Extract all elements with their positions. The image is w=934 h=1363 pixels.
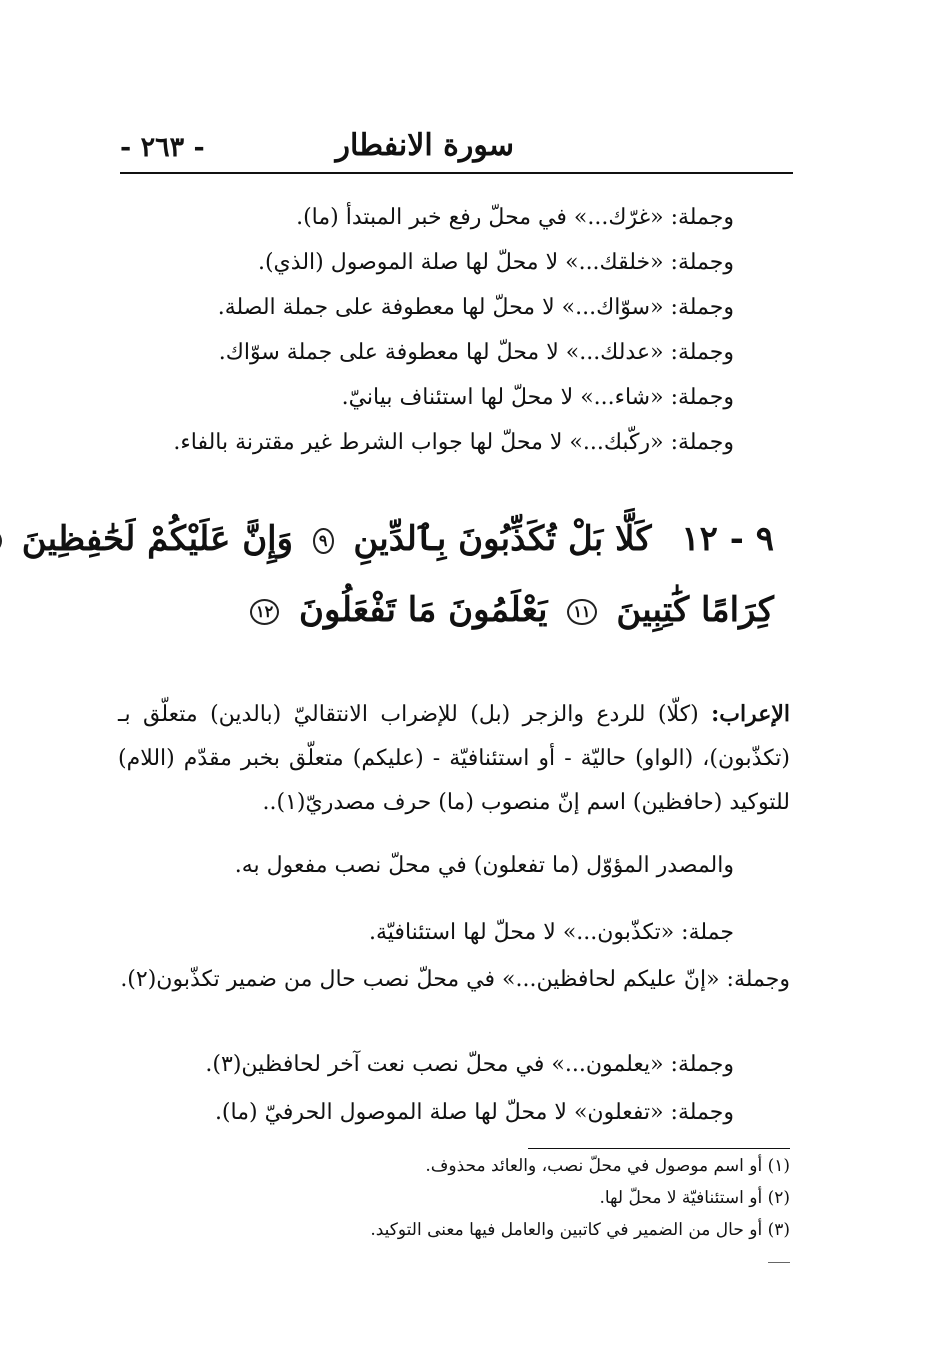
verse-number-marker [0,528,2,554]
footnote-1: (١) أو اسم موصول في محلّ نصب، والعائد محذوف. [425,1156,790,1176]
verse-text: يَعْلَمُونَ مَا تَفْعَلُونَ [299,590,548,630]
verse-text: وَإِنَّ عَلَيْكُمْ لَحَٰفِظِينَ [21,519,294,559]
surah-title: سورة الانفطار [335,128,514,163]
irab-sentence-3: وجملة: «يعلمون...» في محلّ نصب نعت آخر لحافظين(٣). [205,1052,734,1077]
footnote-3: (٣) أو حال من الضمير في كاتبين والعامل فيها معنى التوكيد. [370,1220,790,1240]
verse-text: كِرَامًا كَٰتِبِينَ [616,590,774,630]
irab-paragraph [118,692,790,825]
masdar-line: والمصدر المؤوّل (ما تفعلون) في محلّ نصب مفعول به. [234,853,734,878]
verse-number-marker: ١٢ [250,599,279,625]
page-number: - ٢٦٣ - [120,132,205,163]
irab-sentence-1: جملة: «تكذّبون...» لا محلّ لها استئنافيّة. [369,920,734,945]
irab-heading: الإعراب: [711,701,790,727]
sentence-line-5: وجملة: «شاء...» لا محلّ لها استئناف بيانيّ. [341,385,734,410]
page-end-mark [768,1262,790,1263]
sentence-line-3: وجملة: «سوّاك...» لا محلّ لها معطوفة على جملة الصلة. [217,295,734,320]
irab-sentence-4: وجملة: «تفعلون» لا محلّ لها صلة الموصول الحرفيّ (ما). [214,1100,734,1125]
verse-number-marker: ٩ [313,528,334,554]
footnote-divider [528,1148,790,1149]
verse-number-marker: ١١ [567,599,596,625]
sentence-line-4: وجملة: «عدلك...» لا محلّ لها معطوفة على جملة سوّاك. [218,340,734,365]
sentence-line-1: وجملة: «غرّك...» في محلّ رفع خبر المبتدأ (ما). [296,205,734,230]
verse-line-1 [0,518,774,559]
verse-range-label: ٩ - ١٢ [681,519,774,559]
sentence-line-2: وجملة: «خلقك...» لا محلّ لها صلة الموصول (الذي). [257,250,734,275]
irab-sentence-2: وجملة: «إنّ عليكم لحافظين...» في محلّ نصب حال من ضمير تكذّبون(٢). [120,967,790,992]
header-divider [120,172,793,174]
irab-text: (كلّا) للردع والزجر (بل) للإضراب الانتقاليّ (بالدين) متعلّق بـ (تكذّبون)، (الواو) حاليّة - أو استئنافيّة - (عليكم) متعلّق بخبر مقدّم (اللام) للتوكيد (حافظين) اسم إنّ منصوب (ما) حرف مصدريّ(١).. [118,702,790,815]
sentence-line-6: وجملة: «ركّبك...» لا محلّ لها جواب الشرط غير مقترنة بالفاء. [173,430,734,455]
verse-text: كَلَّا بَلْ تُكَذِّبُونَ بِٱلدِّينِ [353,519,652,559]
verse-line-2 [242,590,774,630]
footnote-2: (٢) أو استئنافيّة لا محلّ لها. [599,1188,790,1208]
